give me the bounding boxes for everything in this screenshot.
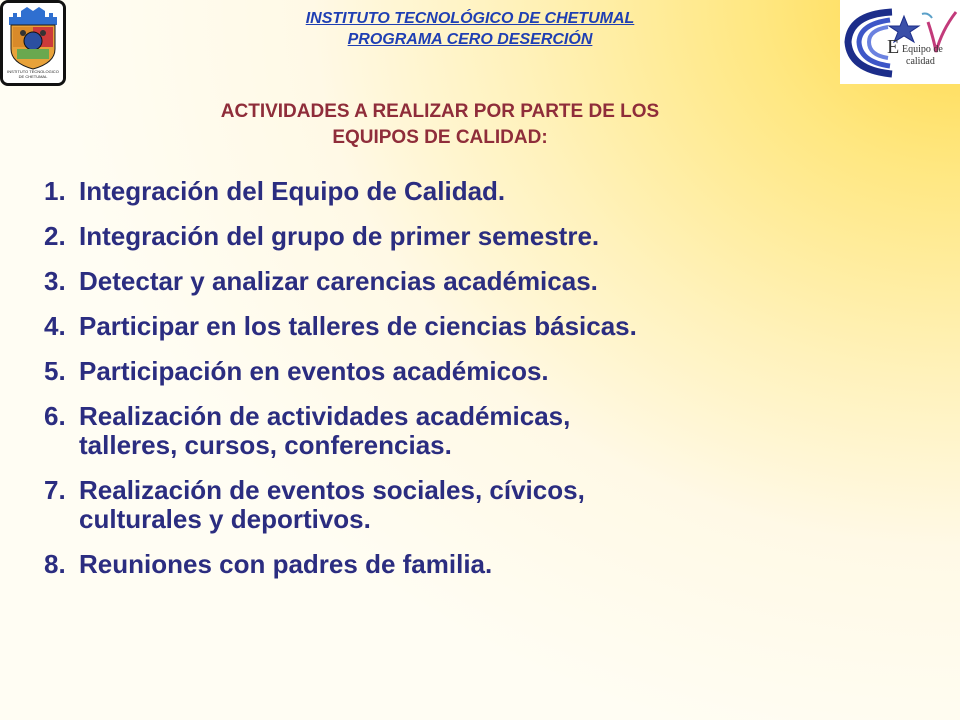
list-item <box>44 357 844 386</box>
item-label: Reuniones con padres de familia. <box>79 549 493 579</box>
list-item <box>44 476 844 534</box>
item-label: Integración del Equipo de Calidad. <box>79 176 506 206</box>
item-number: 3. <box>44 266 66 296</box>
logo-text-line1: Equipo de <box>902 44 943 55</box>
item-label: Realización de eventos sociales, cívicos, culturales y deportivos. <box>79 475 585 534</box>
equipo-de-calidad-logo-icon <box>840 0 960 84</box>
item-number: 4. <box>44 311 66 341</box>
activity-list <box>44 177 844 595</box>
list-item <box>44 177 844 206</box>
section-title-line2: EQUIPOS DE CALIDAD: <box>332 127 548 148</box>
institute-seal-logo <box>0 0 66 86</box>
item-label: Integración del grupo de primer semestre. <box>79 221 600 251</box>
list-item <box>44 222 844 251</box>
item-number: 1. <box>44 176 66 206</box>
item-label: Realización de actividades académicas, talleres, cursos, conferencias. <box>79 401 571 460</box>
list-item <box>44 550 844 579</box>
item-number: 6. <box>44 401 66 431</box>
logo-text-line2: calidad <box>906 56 935 67</box>
list-item <box>44 402 844 460</box>
item-number: 8. <box>44 549 66 579</box>
item-label: Participar en los talleres de ciencias básicas. <box>79 311 637 341</box>
item-label: Detectar y analizar carencias académicas. <box>79 266 598 296</box>
equipo-calidad-logo <box>840 0 960 84</box>
page-header <box>150 8 790 50</box>
section-title <box>120 99 760 151</box>
logo-letter: E <box>887 36 900 58</box>
item-number: 5. <box>44 356 66 386</box>
item-number: 7. <box>44 475 66 505</box>
seal-caption: INSTITUTO TECNOLOGICO DE CHETUMAL <box>7 69 59 79</box>
institute-name: INSTITUTO TECNOLÓGICO DE CHETUMAL <box>305 10 635 27</box>
list-item <box>44 267 844 296</box>
program-name: PROGRAMA CERO DESERCIÓN <box>347 31 593 48</box>
item-label: Participación en eventos académicos. <box>79 356 549 386</box>
list-item <box>44 312 844 341</box>
section-title-line1: ACTIVIDADES A REALIZAR POR PARTE DE LOS <box>220 101 660 122</box>
item-number: 2. <box>44 221 66 251</box>
